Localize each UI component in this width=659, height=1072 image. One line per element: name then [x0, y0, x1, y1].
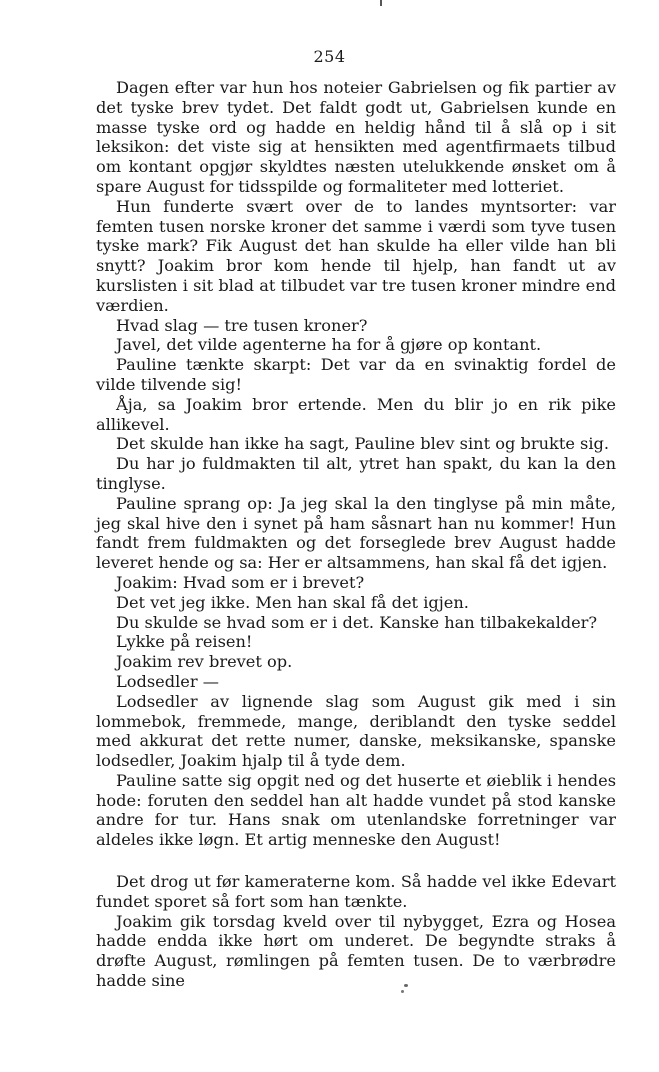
paragraph: Åja, sa Joakim bror ertende. Men du blir jo en rik pike allikevel. — [96, 394, 616, 434]
paragraph: Det skulde han ikke ha sagt, Pauline blev sint og brukte sig. — [116, 434, 610, 454]
paragraph: Lodsedler av lignende slag som August gik med i sin lommebok, fremmede, mange, deriblandt den tyske seddel med akkurat det rette numer, danske, meksikanske, spanske lodsedler, Joakim hjalp til å tyde dem. — [96, 691, 616, 771]
paragraph: Det drog ut før kameraterne kom. Så hadde vel ikke Edevart fundet sporet så fort som han tænkte. — [96, 872, 616, 911]
paragraph: Hun funderte svært over de to landes myntsorter: var femten tusen norske kroner det samme i værdi som tyve tusen tyske mark? Fik August det han skulde ha eller vilde han bli snytt? Joakim bror kom hende til hjelp, han fandt ut av kurslisten i sit blad at tilbudet var tre tusen kroner mindre end værdien. — [96, 196, 616, 315]
paragraph: Pauline tænkte skarpt: Det var da en svinaktig fordel de vilde tilvende sig! — [96, 355, 616, 394]
paragraph: Pauline satte sig opgit ned og det huserte et øieblik i hendes hode: foruten den seddel han alt hadde vundet på stod kanske andre for tur. Hans snak om utenlandske forretninger var aldeles ikke løgn. Et artig menneske den August! — [96, 770, 616, 850]
paragraph: Javel, det vilde agenterne ha for å gjøre op kontant. — [116, 335, 542, 355]
paragraph: Du skulde se hvad som er i det. Kanske han tilbakekalder? — [116, 612, 598, 632]
paragraph: Joakim: Hvad som er i brevet? — [116, 572, 365, 592]
paragraph: Joakim gik torsdag kveld over til nybygget, Ezra og Hosea hadde endda ikke hørt om underet. De begyndte straks å drøfte August, rømlingen på femten tusen. De to værbrødre hadde sine — [96, 911, 616, 991]
scan-speck — [404, 984, 408, 987]
paragraph: Joakim rev brevet op. — [116, 652, 293, 672]
paragraph: Det vet jeg ikke. Men han skal få det igjen. — [116, 592, 469, 612]
section-break — [96, 850, 616, 872]
scan-mark — [380, 0, 382, 6]
page-number: 254 — [313, 47, 346, 66]
paragraph: Dagen efter var hun hos noteier Gabrielsen og fik partier av det tyske brev tydet. Det faldt godt ut, Gabrielsen kunde en masse tyske ord og hadde en heldig hånd til å slå op i sit leksikon: det viste sig at hensikten med agentfirmaets tilbud om kontant opgjør skyldtes næsten utelukkende ønsket om å spare August for tidsspilde og formaliteter med lotteriet. — [96, 78, 616, 196]
paragraph: Lykke på reisen! — [116, 632, 253, 652]
paragraph: Pauline sprang op: Ja jeg skal la den tinglyse på min måte, jeg skal hive den i synet på ham såsnart han nu kommer! Hun fandt frem fuldmakten og det forseglede brev August hadde leveret hende og sa: Her er altsammens, han skal få det igjen. — [96, 493, 616, 573]
body-text — [96, 78, 616, 991]
scan-speck — [401, 990, 404, 993]
paragraph: Lodsedler — — [116, 671, 219, 691]
paragraph: Hvad slag — tre tusen kroner? — [116, 315, 368, 335]
paragraph: Du har jo fuldmakten til alt, ytret han spakt, du kan la den tinglyse. — [96, 454, 616, 493]
